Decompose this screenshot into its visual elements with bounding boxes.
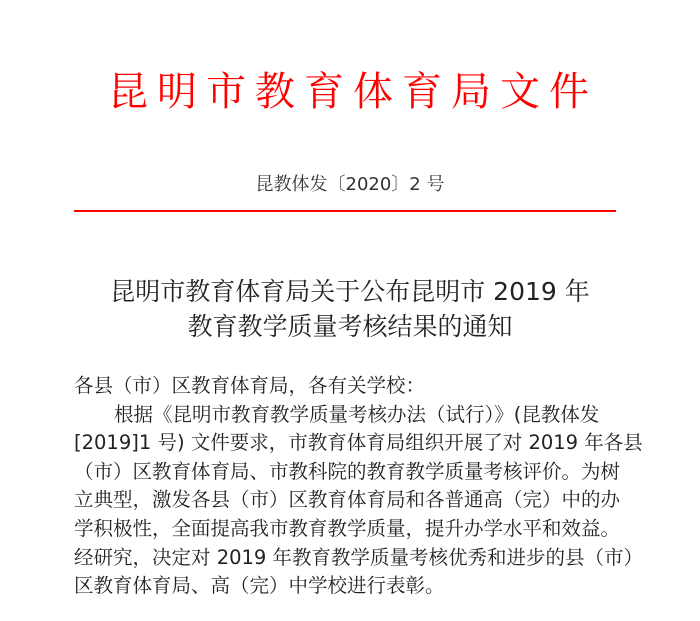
document-number: 昆教体发〔2020〕2 号 (255, 174, 445, 195)
notice-title-line-1: 昆明市教育体育局关于公布昆明市 2019 年 (110, 277, 590, 306)
body-line: [2019]1 号) 文件要求，市教育体育局组织开展了对 2019 年各县 (74, 431, 643, 455)
document-header: 昆明市教育体育局文件 (108, 69, 598, 115)
salutation: 各县（市）区教育体育局，各有关学校： (74, 374, 426, 397)
body-line: 学积极性，全面提高我市教育教学质量，提升办学水平和效益。 (74, 516, 621, 540)
body-line: 根据《昆明市教育教学质量考核办法（试行）》(昆教体发 (114, 402, 600, 426)
red-divider-line (74, 210, 616, 212)
body-line: 立典型，激发各县（市）区教育体育局和各普通高（完）中的办 (74, 488, 621, 512)
body-line: 区教育体育局、高（完）中学校进行表彰。 (74, 574, 445, 598)
notice-title-line-2: 教育教学质量考核结果的通知 (187, 312, 513, 341)
body-line: 经研究，决定对 2019 年教育教学质量考核优秀和进步的县（市） (74, 545, 644, 569)
notice-body (74, 372, 644, 601)
notice-title (0, 274, 700, 344)
body-line: （市）区教育体育局、市教科院的教育教学质量考核评价。为树 (74, 459, 621, 483)
